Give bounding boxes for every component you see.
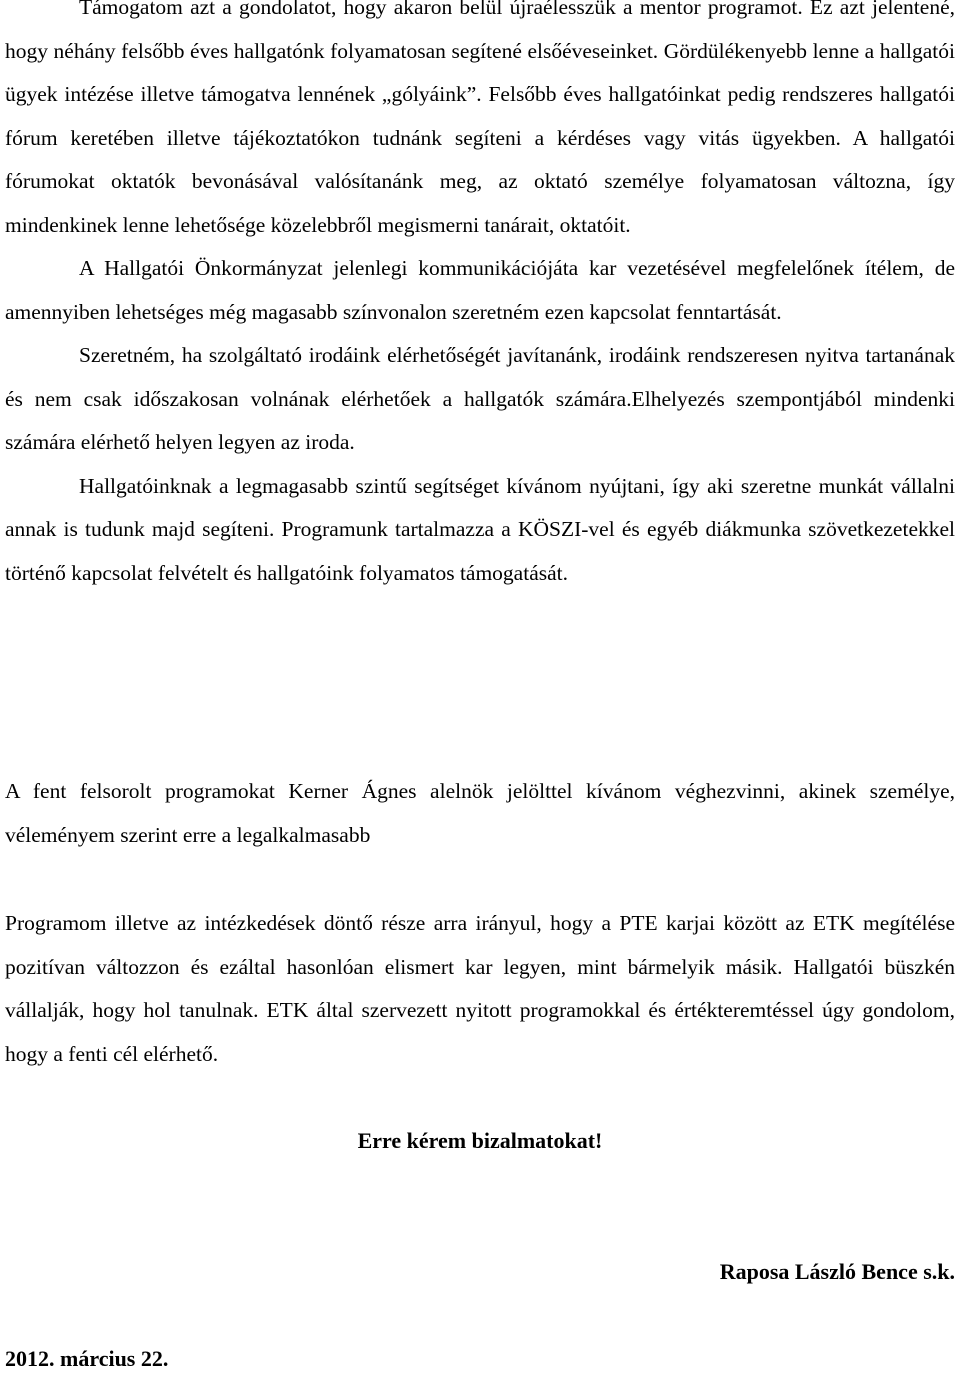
closing-statement: Erre kérem bizalmatokat! <box>357 1128 603 1153</box>
paragraph-offices: Szeretném, ha szolgáltató irodáink elérhetőségét javítanánk, irodáink rendszeresen nyitva tartanának és nem csak időszakosan volnának elérhetőek a hallgatók számára.Elhelyezés szempontjából mindenki számára elérhető helyen legyen az iroda. <box>5 343 955 454</box>
paragraph-program-goal: Programom illetve az intézkedések döntő része arra irányul, hogy a PTE karjai között az ETK megítélése pozitívan változzon és ezáltal hasonlóan elismert kar legyen, mint bármelyik másik. Hallgatói büszkén vállalják, hogy hol tanulnak. ETK által szervezett nyitott programokkal és értékteremtéssel úgy gondolom, hogy a fenti cél elérhető. <box>5 911 955 1066</box>
signature: Raposa László Bence s.k. <box>719 1259 955 1284</box>
paragraph-communication: A Hallgatói Önkormányzat jelenlegi kommunikációjáta kar vezetésével megfelelőnek ítélem, de amennyiben lehetséges még magasabb színvonalon szeretném ezen kapcsolat fenntartását. <box>5 256 955 324</box>
programs-section <box>5 770 955 857</box>
paragraph-mentor-program: Támogatom azt a gondolatot, hogy akaron belül újraélesszük a mentor programot. Ez azt jelentené, hogy néhány felsőbb éves hallgatónk folyamatosan segítené elsőéveseinket. Gördülékenyebb lenne a hallgatói ügyek intézése illetve támogatva lennének „gólyáink”. Felsőbb éves hallgatóinkat pedig rendszeres hallgatói fórum keretében illetve tájékoztatókon tudnánk segíteni a kérdéses vagy vitás ügyekben. A hallgatói fórumokat oktatók bevonásával valósítanánk meg, az oktató személye folyamatosan változna, így mindenkinek lenne lehetősége közelebbről megismerni tanárait, oktatóit. <box>5 0 955 237</box>
body-text-section <box>5 0 955 595</box>
program-section <box>5 902 955 1076</box>
paragraph-programs-candidate: A fent felsorolt programokat Kerner Ágnes alelnök jelölttel kívánom véghezvinni, akinek személye, véleményem szerint erre a legalkalmasabb <box>5 779 955 847</box>
document-date: 2012. március 22. <box>5 1346 169 1371</box>
paragraph-student-support: Hallgatóinknak a legmagasabb szintű segítséget kívánom nyújtani, így aki szeretne munkát vállalni annak is tudunk majd segíteni. Programunk tartalmazza a KÖSZI-vel és egyéb diákmunka szövetkezetekkel történő kapcsolat felvételt és hallgatóink folyamatos támogatását. <box>5 473 955 585</box>
